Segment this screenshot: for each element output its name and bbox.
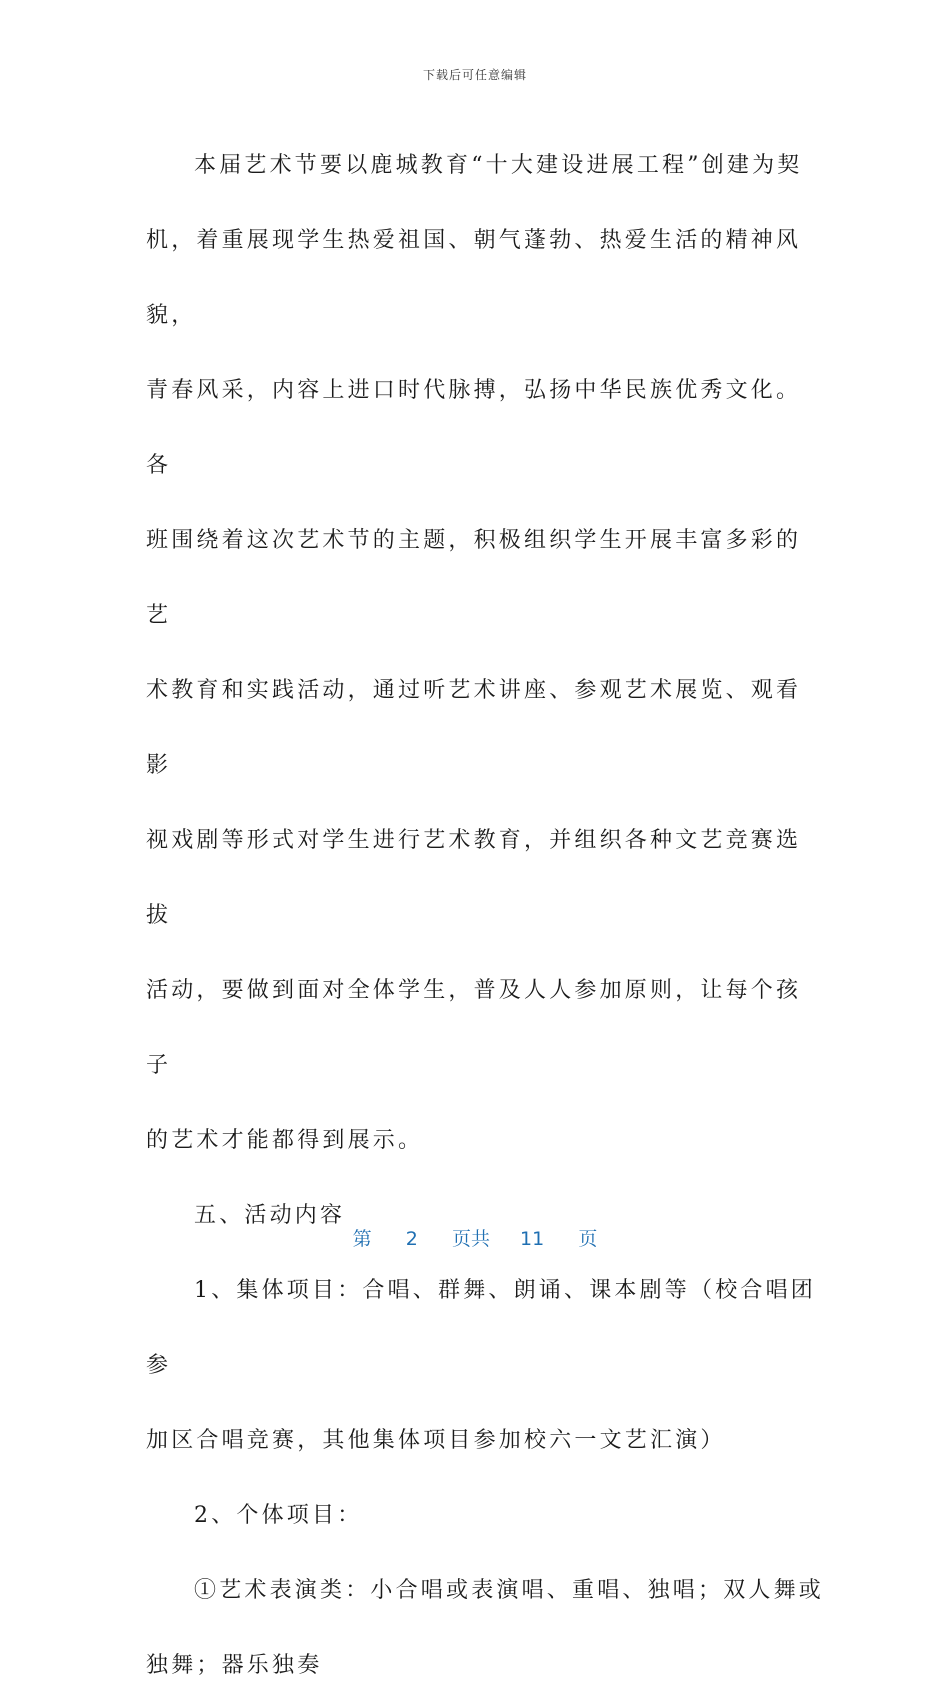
- text-line: 本届艺术节要以鹿城教育“十大建设进展工程”创建为契: [194, 153, 803, 178]
- text-line: 活动，要做到面对全体学生，普及人人参加原则，让每个孩子: [146, 978, 802, 1078]
- page-footer: [0, 1224, 950, 1251]
- text-line: 青春风采，内容上进口时代脉搏，弘扬中华民族优秀文化。各: [146, 378, 802, 478]
- paragraph-performance-category: [146, 1553, 826, 1703]
- paragraph-festival-theme: [146, 128, 826, 1178]
- text-line: 2、个体项目：: [194, 1503, 363, 1528]
- text-line: 加区合唱竞赛，其他集体项目参加校六一文艺汇演）: [146, 1428, 726, 1453]
- text-line: 术教育和实践活动，通过听艺术讲座、参观艺术展览、观看影: [146, 678, 802, 778]
- text-line: 视戏剧等形式对学生进行艺术教育，并组织各种文艺竞赛选拔: [146, 828, 802, 928]
- header-note: 下载后可任意编辑: [422, 68, 527, 82]
- paragraph-group-items: [146, 1253, 826, 1478]
- section-heading: 五、活动内容: [194, 1203, 346, 1228]
- paragraph-individual-items: [146, 1478, 826, 1553]
- text-line: 的艺术才能都得到展示。: [146, 1128, 424, 1153]
- document-body: [146, 128, 826, 1703]
- footer-suffix: 页: [578, 1228, 598, 1250]
- text-line: 班围绕着这次艺术节的主题，积极组织学生开展丰富多彩的艺: [146, 528, 802, 628]
- text-line: 独舞；器乐独奏: [146, 1653, 323, 1678]
- footer-middle: 页共: [451, 1228, 490, 1250]
- text-line: 机，着重展现学生热爱祖国、朝气蓬勃、热爱生活的精神风貌，: [146, 228, 802, 328]
- current-page-number: 2: [405, 1228, 418, 1250]
- text-line: ①艺术表演类：小合唱或表演唱、重唱、独唱；双人舞或: [194, 1578, 825, 1603]
- footer-prefix: 第: [352, 1228, 372, 1250]
- total-page-number: 11: [520, 1228, 545, 1250]
- text-line: 1、集体项目：合唱、群舞、朗诵、课本剧等（校合唱团参: [146, 1278, 816, 1378]
